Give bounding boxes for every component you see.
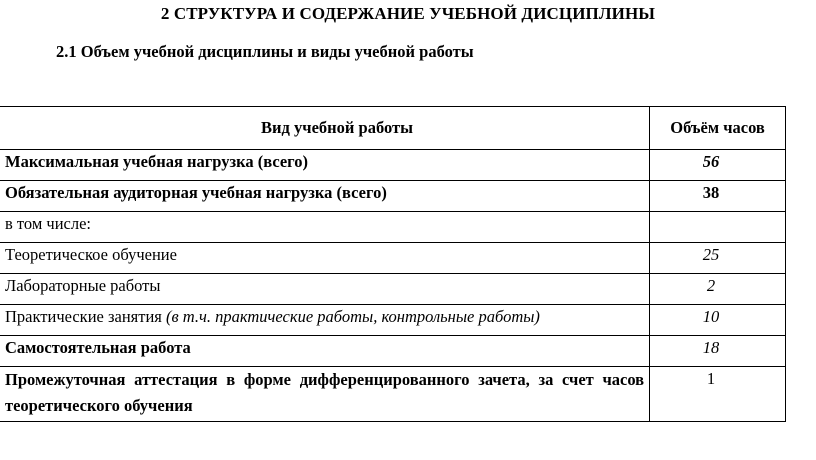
row-label-cell: [0, 305, 650, 336]
column-header-hours: Объём часов: [650, 107, 786, 150]
row-label: в том числе:: [0, 212, 650, 243]
table-row: [0, 181, 786, 212]
table-row: [0, 212, 786, 243]
table-row: [0, 243, 786, 274]
row-value: [650, 212, 786, 243]
subsection-title: 2.1 Объем учебной дисциплины и виды учебной работы: [56, 42, 474, 61]
row-label: Промежуточная аттестация в форме дифференцированного зачета, за счет часов теоретического обучения: [0, 367, 650, 422]
row-value: 56: [650, 150, 786, 181]
table-row: [0, 367, 786, 422]
table-row: [0, 274, 786, 305]
row-label: Лабораторные работы: [0, 274, 650, 305]
row-label: Самостоятельная работа: [0, 336, 650, 367]
row-value: 38: [650, 181, 786, 212]
row-value: 10: [650, 305, 786, 336]
table-row: [0, 150, 786, 181]
table-row: [0, 336, 786, 367]
row-value: 18: [650, 336, 786, 367]
column-header-work-type: Вид учебной работы: [0, 107, 650, 150]
row-label: Обязательная аудиторная учебная нагрузка (всего): [0, 181, 650, 212]
row-label: Максимальная учебная нагрузка (всего): [0, 150, 650, 181]
row-value: 2: [650, 274, 786, 305]
row-note: (в т.ч. практические работы, контрольные работы): [166, 307, 540, 326]
row-value: 25: [650, 243, 786, 274]
row-label: Практические занятия: [5, 307, 162, 326]
study-hours-table: [0, 106, 786, 422]
section-title: 2 СТРУКТУРА И СОДЕРЖАНИЕ УЧЕБНОЙ ДИСЦИПЛИНЫ: [160, 4, 656, 23]
row-value: 1: [650, 367, 786, 422]
table-header-row: [0, 107, 786, 150]
table-row: [0, 305, 786, 336]
row-label: Теоретическое обучение: [0, 243, 650, 274]
